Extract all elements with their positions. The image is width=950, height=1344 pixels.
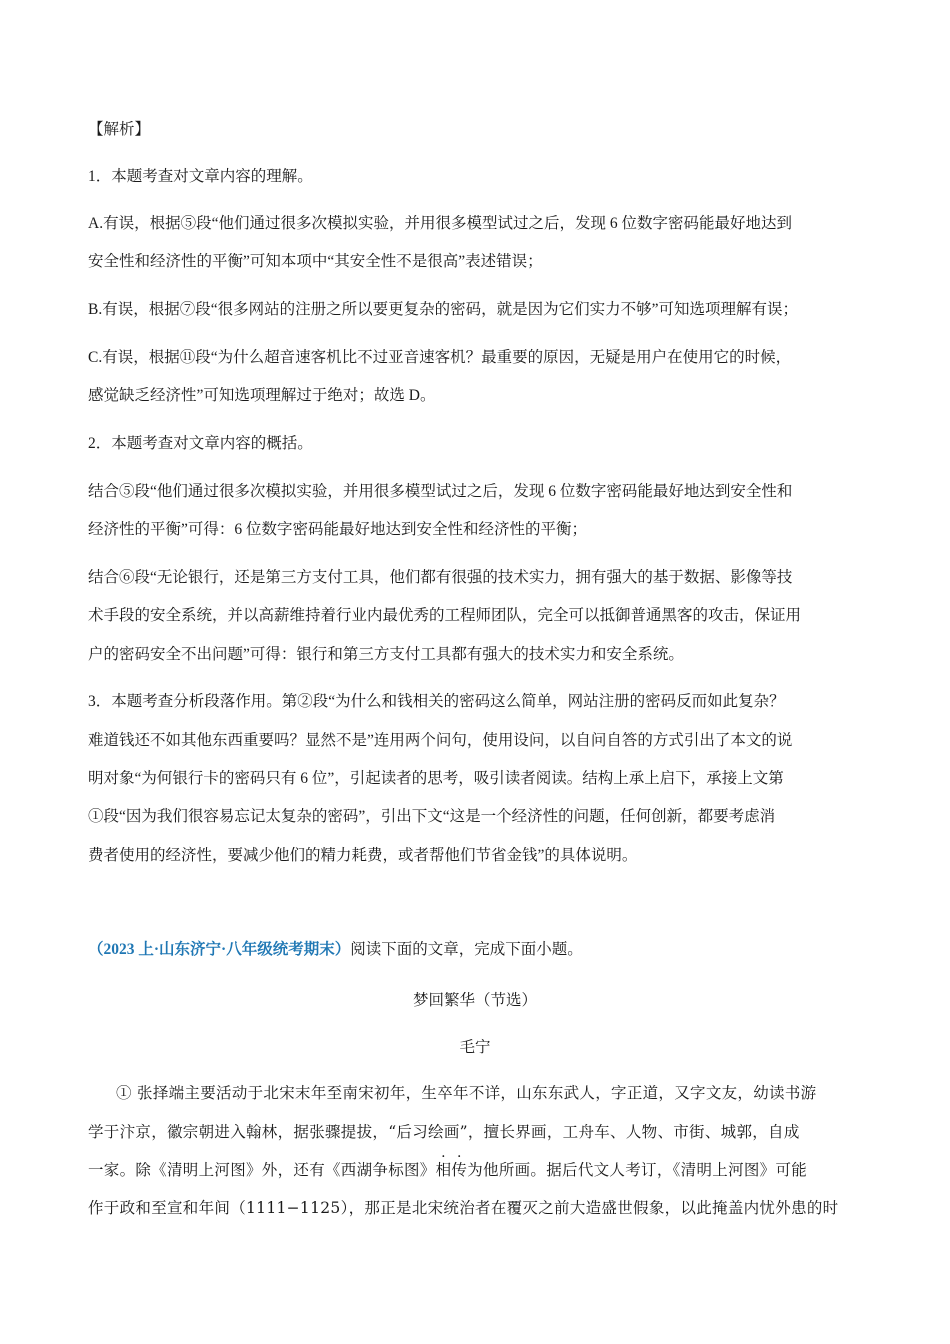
article-line4: 作于政和至宣和年间（1111−1125），那正是北宋统治者在覆灭之前大造盛世假象，以此掩盖内忧外患的时 [88,1199,839,1217]
q2-p2-line3: 户的密码安全不出问题”可得：银行和第三方支付工具都有强大的技术实力和安全系统。 [88,646,684,663]
analysis-header: 【解析】 [88,121,151,138]
q1-option-a-line2: 安全性和经济性的平衡”可知本项中“其安全性不是很高”表述错误； [88,253,543,270]
article-line1: ① 张择端主要活动于北宋末年至南宋初年，生卒年不详，山东东武人，字正道，又字文友，幼读书游 [116,1084,817,1102]
article-title: 梦回繁华（节选） [412,991,537,1009]
q3-line4: ①段“因为我们很容易忘记太复杂的密码”，引出下文“这是一个经济性的问题，任何创新，都要考虑消 [88,808,776,825]
q1-option-a-line1: A.有误，根据⑤段“他们通过很多次模拟实验，并用很多模型试过之后，发现 6 位数字密码能最好地达到 [88,215,792,232]
q2-p1-line2: 经济性的平衡”可得：6 位数字密码能最好地达到安全性和经济性的平衡； [88,521,588,538]
article-author: 毛宁 [459,1038,491,1056]
emphasis-char-1: 相 [435,1161,452,1179]
q2-p2-line1: 结合⑥段“无论银行，还是第三方支付工具，他们都有很强的技术实力，拥有强大的基于数据、影像等技 [88,569,793,586]
emphasis-char-2: 传 [451,1161,468,1179]
q1-title: 1．本题考查对文章内容的理解。 [88,168,313,185]
article-line3-part1: 一家。除《清明上河图》外，还有《西湖争标图》 [88,1161,436,1179]
q2-p1-line1: 结合⑤段“他们通过很多次模拟实验，并用很多模型试过之后，发现 6 位数字密码能最好地达到安全性和 [88,483,793,500]
q1-option-c-line2: 感觉缺乏经济性”可知选项理解过于绝对；故选 D。 [88,387,436,404]
q2-p2-line2: 术手段的安全系统，并以高薪维持着行业内最优秀的工程师团队，完全可以抵御普通黑客的攻击，保证用 [88,607,802,624]
article-line2: 学于汴京，徽宗朝进入翰林，据张骤提拔，“后习绘画”，擅长界画，工舟车、人物、市街、城郭，自成 [88,1123,800,1141]
question-intro [88,940,583,960]
q3-line3: 明对象“为何银行卡的密码只有 6 位”，引起读者的思考，吸引读者阅读。结构上承上启下，承接上文第 [88,770,784,787]
exam-source: （2023 上·山东济宁·八年级统考期末） [88,941,351,958]
q3-line1: 3．本题考查分析段落作用。第②段“为什么和钱相关的密码这么简单，网站注册的密码反而如此复杂？ [88,693,785,710]
q3-line5: 费者使用的经济性，要减少他们的精力耗费，或者帮他们节省金钱”的具体说明。 [88,847,638,864]
q1-option-c-line1: C.有误，根据⑪段“为什么超音速客机比不过亚音速客机？最重要的原因，无疑是用户在使用它的时候， [88,349,792,366]
article-line3-part2: 为他所画。据后代文人考订，《清明上河图》可能 [467,1161,808,1179]
article-line3 [88,1160,807,1180]
q3-line2: 难道钱还不如其他东西重要吗？显然不是”连用两个问句，使用设问，以自问自答的方式引出了本文的说 [88,732,793,749]
q1-option-b-line1: B.有误，根据⑦段“很多网站的注册之所以要更复杂的密码，就是因为它们实力不够”可知选项理解有误； [88,301,798,318]
q2-title: 2．本题考查对文章内容的概括。 [88,435,313,452]
reading-instruction: 阅读下面的文章，完成下面小题。 [350,941,583,958]
